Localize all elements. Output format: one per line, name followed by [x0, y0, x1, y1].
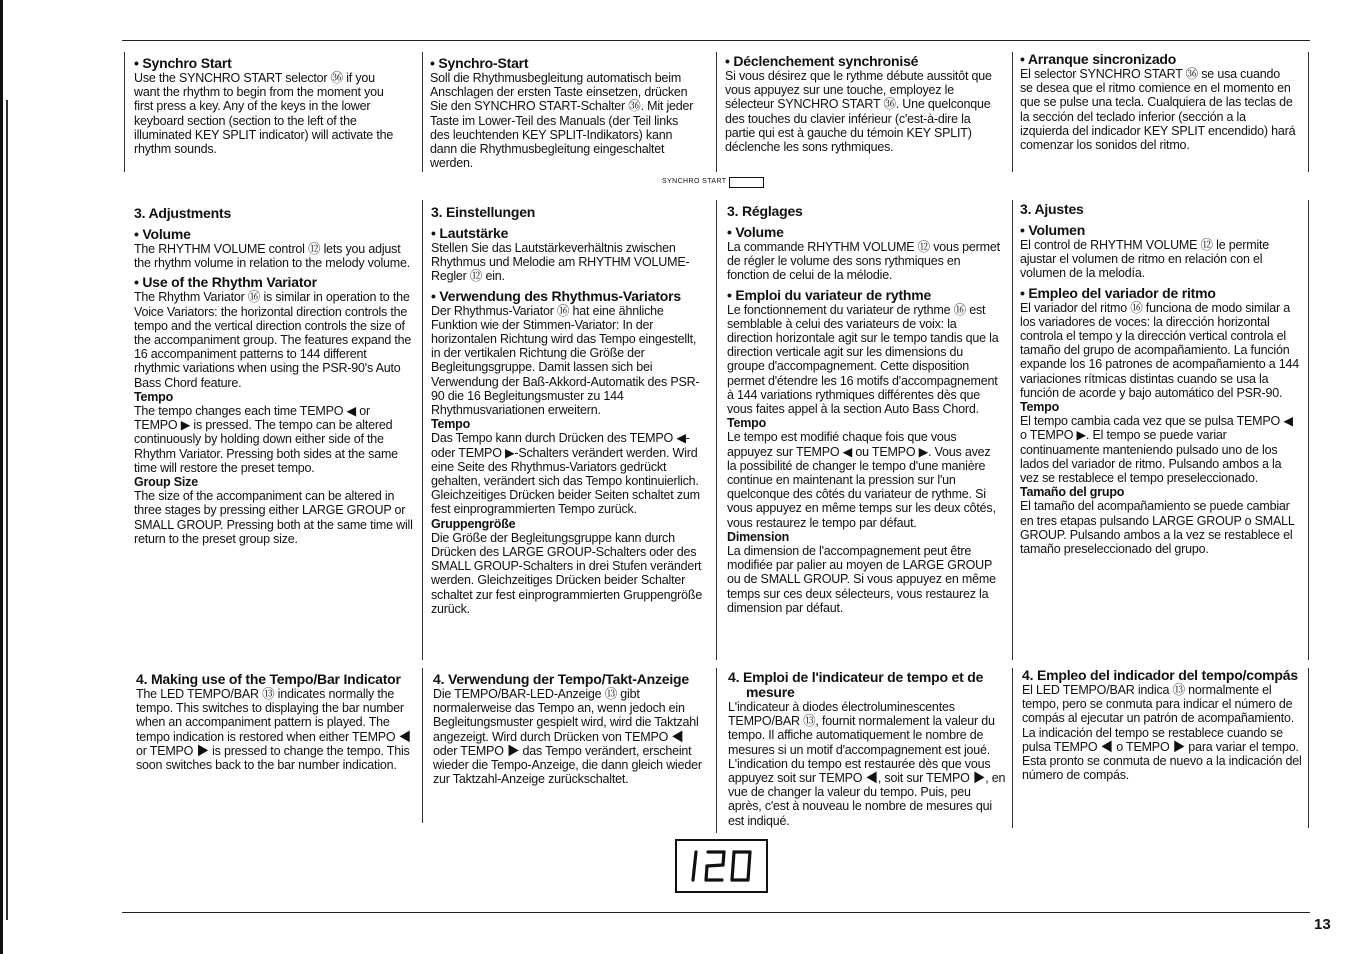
en-tempo-title: Tempo — [134, 389, 174, 404]
es-tempo-bar-section — [1022, 668, 1302, 782]
fr-group-title: Dimension — [727, 529, 790, 544]
en-group-text: The size of the accompaniment can be altered in three stages by pressing either LARGE GROUP or SMALL GROUP. Pressing both at the same time will return to the preset group size. — [134, 489, 413, 546]
page-number: 13 — [1314, 916, 1331, 933]
fr-variator-text: Le fonctionnement du variateur de rythme ⑯ est semblable à celui des variateurs de voix: la direction horizontale agit sur le tempo tandis que la direction verticale agit sur les dimensions du groupe d'accompagnement. Cette disposition permet d'étendre les 16 motifs d'accompagnement à 144 variations rythmiques différentes dès que vous faites appel à la section Auto Bass Chord. — [727, 302, 999, 417]
de-tempo-bar-section — [433, 672, 709, 786]
fr-volume-title: • Volume — [727, 224, 784, 240]
en-tempo-bar-section — [136, 672, 416, 772]
column-divider — [716, 52, 717, 172]
led-display-graphic — [682, 846, 762, 886]
en-variator-title: • Use of the Rhythm Variator — [134, 274, 317, 291]
column-divider — [422, 668, 423, 823]
column-divider — [1308, 200, 1309, 660]
en-volume-title: • Volume — [134, 226, 191, 242]
es-synchro-section — [1020, 52, 1296, 152]
fr-bar-text: L'indicateur à diodes électroluminescentes TEMPO/BAR ⑬, fournit normalement la valeur du tempo. Il affiche automatiquement le nombre de mesures si un motif d'accompagnement est joué. L'indication du tempo est restaurée dès que vous appuyez soit sur TEMPO ◀, soit sur TEMPO ▶, en vue de changer la valeur du tempo. Puis, peu après, c'est à nouveau le nombre de mesures qui est indiqué. — [728, 700, 1006, 828]
en-variator-text: The Rhythm Variator ⑯ is similar in operation to the Voice Variators: the horizontal direction controls the tempo and the vertical direction controls the size of the accompaniment group. The features expand the 16 accompaniment patterns to 144 different rhythmic variations when using the PSR-90's Auto Bass Chord feature. — [134, 290, 412, 390]
es-synchro-text: El selector SYNCHRO START ㊱ se usa cuando se desea que el ritmo comience en el momento en que se pulse una tecla. Cualquiera de las teclas de la sección del teclado inferior (sección a la izquierda del indicador KEY SPLIT encendido) hará comenzar los sonidos del ritmo. — [1020, 67, 1296, 153]
de-synchro-title: • Synchro-Start — [430, 55, 529, 71]
de-volume-title: • Lautstärke — [431, 225, 509, 241]
es-variator-text: El variador del ritmo ⑯ funciona de modo similar a los variadores de voces: la dirección horizontal controla el tempo y la dirección vertical controla el tamaño del grupo de acompañamiento. La función expande los 16 patrones de acompañamiento a 144 variaciones rítmicas distintas cuando se usa la función de acorde y bajo automático del PSR-90. — [1020, 300, 1300, 400]
de-tempo-text: Das Tempo kann durch Drücken des TEMPO ◀- oder TEMPO ▶-Schalters verändert werden. Wird eine Seite des Rhythmus-Variators gedrückt gehalten, verändert sich das Tempo kontinuierlich. Gleichzeitiges Drücken beider Seiten schaltet zum fest einprogrammierten Tempo zurück. — [431, 431, 700, 517]
en-volume-text: The RHYTHM VOLUME control ⑫ lets you adjust the rhythm volume in relation to the melody volume. — [134, 242, 411, 271]
en-synchro-section — [134, 56, 402, 156]
fr-bar-title: 4. Emploi de l'indicateur de tempo et de mesure — [728, 669, 984, 700]
column-divider — [716, 668, 717, 833]
es-adjust-title: 3. Ajustes — [1020, 201, 1084, 217]
en-tempo-text: The tempo changes each time TEMPO ◀ or TEMPO ▶ is pressed. The tempo can be altered continuously by holding down either side of the Rhythm Variator. Pressing both sides at the same time will restore the preset tempo. — [134, 404, 398, 475]
fr-tempo-title: Tempo — [727, 416, 767, 431]
led-value: 120 — [681, 846, 684, 847]
fr-synchro-title: • Déclenchement synchronisé — [725, 53, 919, 69]
de-variator-title: • Verwendung des Rhythmus-Variators — [431, 287, 681, 304]
fr-variator-title: • Emploi du variateur de rythme — [727, 286, 932, 303]
binding-edge — [0, 0, 3, 954]
fr-group-text: La dimension de l'accompagnement peut être modifiée par palier au moyen de LARGE GROUP ou de SMALL GROUP. Si vous appuyez en même temps sur ces deux sélecteurs, vous restaurez la dimension par défaut. — [727, 544, 996, 615]
column-divider — [422, 52, 423, 172]
es-bar-title: 4. Empleo del indicador del tempo/compás — [1022, 667, 1298, 683]
de-tempo-title: Tempo — [431, 417, 471, 432]
de-variator-text: Der Rhythmus-Variator ⑯ hat eine ähnliche Funktion wie der Stimmen-Variator: In der horizontalen Richtung wird das Tempo eingestellt, in der vertikalen Richtung die Größe der Begleitungsgruppe. Damit lassen sich bei Verwendung der Baß-Akkord-Automatik des PSR-90 die 16 Begleitungsmuster zu 144 Rhythmusvariationen erweitern. — [431, 303, 700, 418]
fr-volume-text: La commande RHYTHM VOLUME ⑫ vous permet de régler le volume des sons rythmiques en fonction de celui de la mélodie. — [727, 240, 1000, 283]
column-divider — [1308, 668, 1309, 828]
fr-adjustments-section — [727, 204, 1003, 615]
bottom-rule — [122, 912, 1310, 913]
de-bar-title: 4. Verwendung der Tempo/Takt-Anzeige — [433, 671, 689, 687]
en-synchro-text: Use the SYNCHRO START selector ㊱ if you want the rhythm to begin from the moment you first press a key. Any of the keys in the lower keyboard section (section to the left of the illuminated KEY SPLIT indicator) will activate the rhythm sounds. — [134, 71, 394, 157]
column-divider — [716, 200, 717, 660]
de-adjustments-section — [431, 205, 707, 616]
en-synchro-title: • Synchro Start — [134, 55, 232, 71]
fr-tempo-bar-section — [728, 670, 1006, 828]
column-divider — [1308, 52, 1309, 172]
es-variator-title: • Empleo del variador de ritmo — [1020, 284, 1216, 301]
de-bar-text: Die TEMPO/BAR-LED-Anzeige ⑬ gibt normalerweise das Tempo an, wenn jedoch ein Begleitungsmuster gespielt wird, wird die Taktzahl angezeigt. Wird durch Drücken von TEMPO ◀ oder TEMPO ▶ das Tempo verändert, erscheint wieder die Tempo-Anzeige, die dann gleich wieder zur Taktzahl-Anzeige zurückschaltet. — [433, 687, 702, 787]
es-tempo-title: Tempo — [1020, 400, 1060, 415]
fr-adjust-title: 3. Réglages — [727, 203, 803, 219]
es-tempo-text: El tempo cambia cada vez que se pulsa TEMPO ◀ o TEMPO ▶. El tempo se puede variar continuamente manteniendo pulsado uno de los lados del variador de ritmo. Pulsando ambos a la vez se restablece el tempo preseleccionado. — [1020, 414, 1293, 486]
synchro-start-indicator-label: SYNCHRO START — [662, 178, 727, 185]
synchro-start-indicator-icon — [729, 177, 764, 188]
top-rule — [122, 40, 1310, 41]
es-volume-text: El control de RHYTHM VOLUME ⑫ le permite ajustar el volumen de ritmo en relación con el volumen de la melodía. — [1020, 238, 1270, 281]
de-adjust-title: 3. Einstellungen — [431, 204, 536, 220]
es-group-text: El tamaño del acompañamiento se puede cambiar en tres etapas pulsando LARGE GROUP o SMALL GROUP. Pulsando ambos a la vez se restablece el tamaño preseleccionado del grupo. — [1020, 499, 1295, 557]
fr-synchro-section — [725, 54, 999, 154]
fr-tempo-text: Le tempo est modifié chaque fois que vous appuyez sur TEMPO ◀ ou TEMPO ▶. Vous avez la possibilité de changer le tempo d'une manière continue en maintenant la pression sur l'un quelconque des côtés du variateur de rythme. Si vous appuyez en même temps sur les deux côtés, vous restaurez le tempo par défaut. — [727, 430, 996, 530]
column-divider — [1012, 52, 1013, 172]
es-adjustments-section — [1020, 202, 1302, 556]
tempo-bar-led-display — [675, 839, 768, 893]
en-group-title: Group Size — [134, 475, 198, 490]
de-synchro-text: Soll die Rhythmusbegleitung automatisch beim Anschlagen der ersten Taste einsetzen, drücken Sie den SYNCHRO START-Schalter ㊱. Mit jeder Taste im Lower-Teil des Manuals (der Teil links des leuchtenden KEY SPLIT-Indikators) kann dann die Rhythmusbegleitung eingeschaltet werden. — [430, 71, 694, 171]
binding-edge-inner — [6, 100, 8, 920]
de-group-text: Die Größe der Begleitungsgruppe kann durch Drücken des LARGE GROUP-Schalters oder des SMALL GROUP-Schalters in drei Stufen verändert werden. Gleichzeitiges Drücken beider Schalter schaltet zur fest einprogrammierten Gruppengröße zurück. — [431, 530, 703, 616]
fr-synchro-text: Si vous désirez que le rythme débute aussitôt que vous appuyez sur une touche, employez le sélecteur SYNCHRO START ㊱. Une quelconque des touches du clavier inférieur (c'est-à-dire la partie qui est à gauche du témoin KEY SPLIT) déclenche les sons rythmiques. — [725, 69, 992, 155]
en-bar-text: The LED TEMPO/BAR ⑬ indicates normally the tempo. This switches to displaying the bar number when an accompaniment pattern is played. The tempo indication is restored when either TEMPO ◀ or TEMPO ▶ is pressed to change the tempo. This soon switches back to the bar number indication. — [136, 687, 412, 773]
en-adjustments-section — [134, 206, 414, 546]
de-volume-text: Stellen Sie das Lautstärkeverhältnis zwischen Rhythmus und Melodie am RHYTHM VOLUME-Regler ⑫ ein. — [431, 241, 690, 284]
es-bar-text: El LED TEMPO/BAR indica ⑬ normalmente el tempo, pero se conmuta para indicar el número de compás al ejecutar un patrón de acompañamiento. La indicación del tempo se restablece cuando se pulsa TEMPO ◀ o TEMPO ▶ para variar el tempo. Esta pronto se conmuta de nuevo a la indicación del número de compás. — [1022, 683, 1302, 783]
column-divider — [124, 52, 125, 172]
de-synchro-section — [430, 56, 698, 170]
es-volume-title: • Volumen — [1020, 222, 1086, 238]
column-divider — [1012, 668, 1013, 828]
es-synchro-title: • Arranque sincronizado — [1020, 51, 1177, 67]
de-group-title: Gruppengröße — [431, 516, 516, 531]
en-bar-title: 4. Making use of the Tempo/Bar Indicator — [136, 671, 401, 687]
column-divider — [422, 200, 423, 660]
column-divider — [1012, 200, 1013, 660]
es-group-title: Tamaño del grupo — [1020, 485, 1125, 500]
en-adjust-title: 3. Adjustments — [134, 205, 232, 221]
